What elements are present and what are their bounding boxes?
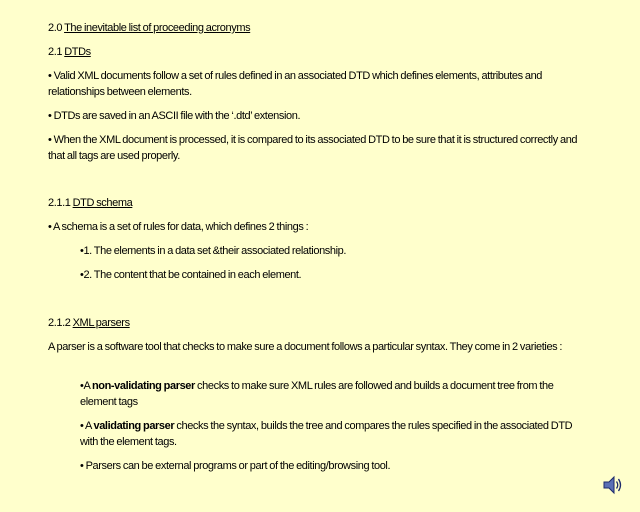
schema-item-2: •2. The content that be contained in each element. xyxy=(80,269,302,281)
heading-2-0 xyxy=(48,20,588,36)
bullet-processing: • When the XML document is processed, it is compared to its associated DTD to be sure that it is structured correctly and that all tags are used properly. xyxy=(48,134,578,162)
parser-intro: A parser is a software tool that checks to make sure a document follows a particular syntax. They come in 2 varieties : xyxy=(48,341,563,353)
schema-item-1: •1. The elements in a data set &their associated relationship. xyxy=(80,245,347,257)
bullet-valid-xml: • Valid XML documents follow a set of rules defined in an associated DTD which defines elements, attributes and relationships between elements. xyxy=(48,70,543,98)
heading-2-1-1 xyxy=(48,195,588,211)
bullet-dtd-ascii: • DTDs are saved in an ASCII file with the ‘.dtd’ extension. xyxy=(48,110,301,122)
heading-number: 2.1.2 xyxy=(48,317,73,329)
parser-item-external: • Parsers can be external programs or part of the editing/browsing tool. xyxy=(80,460,391,472)
heading-number: 2.1 xyxy=(48,46,65,58)
heading-title: The inevitable list of proceeding acronyms xyxy=(64,22,251,34)
heading-title: DTD schema xyxy=(72,197,133,209)
speaker-icon[interactable] xyxy=(601,474,625,496)
heading-2-1-2 xyxy=(48,315,588,331)
schema-intro: • A schema is a set of rules for data, which defines 2 things : xyxy=(48,221,309,233)
heading-title: DTDs xyxy=(64,46,91,58)
heading-number: 2.1.1 xyxy=(48,197,73,209)
heading-number: 2.0 xyxy=(48,22,65,34)
heading-2-1 xyxy=(48,44,588,60)
heading-title: XML parsers xyxy=(72,317,130,329)
parser-item-non-validating: •A non-validating parser checks to make sure XML rules are followed and builds a document tree from the element tags xyxy=(80,380,554,408)
parser-item-validating: • A validating parser checks the syntax, builds the tree and compares the rules specified in the associated DTD with the element tags. xyxy=(80,420,573,448)
